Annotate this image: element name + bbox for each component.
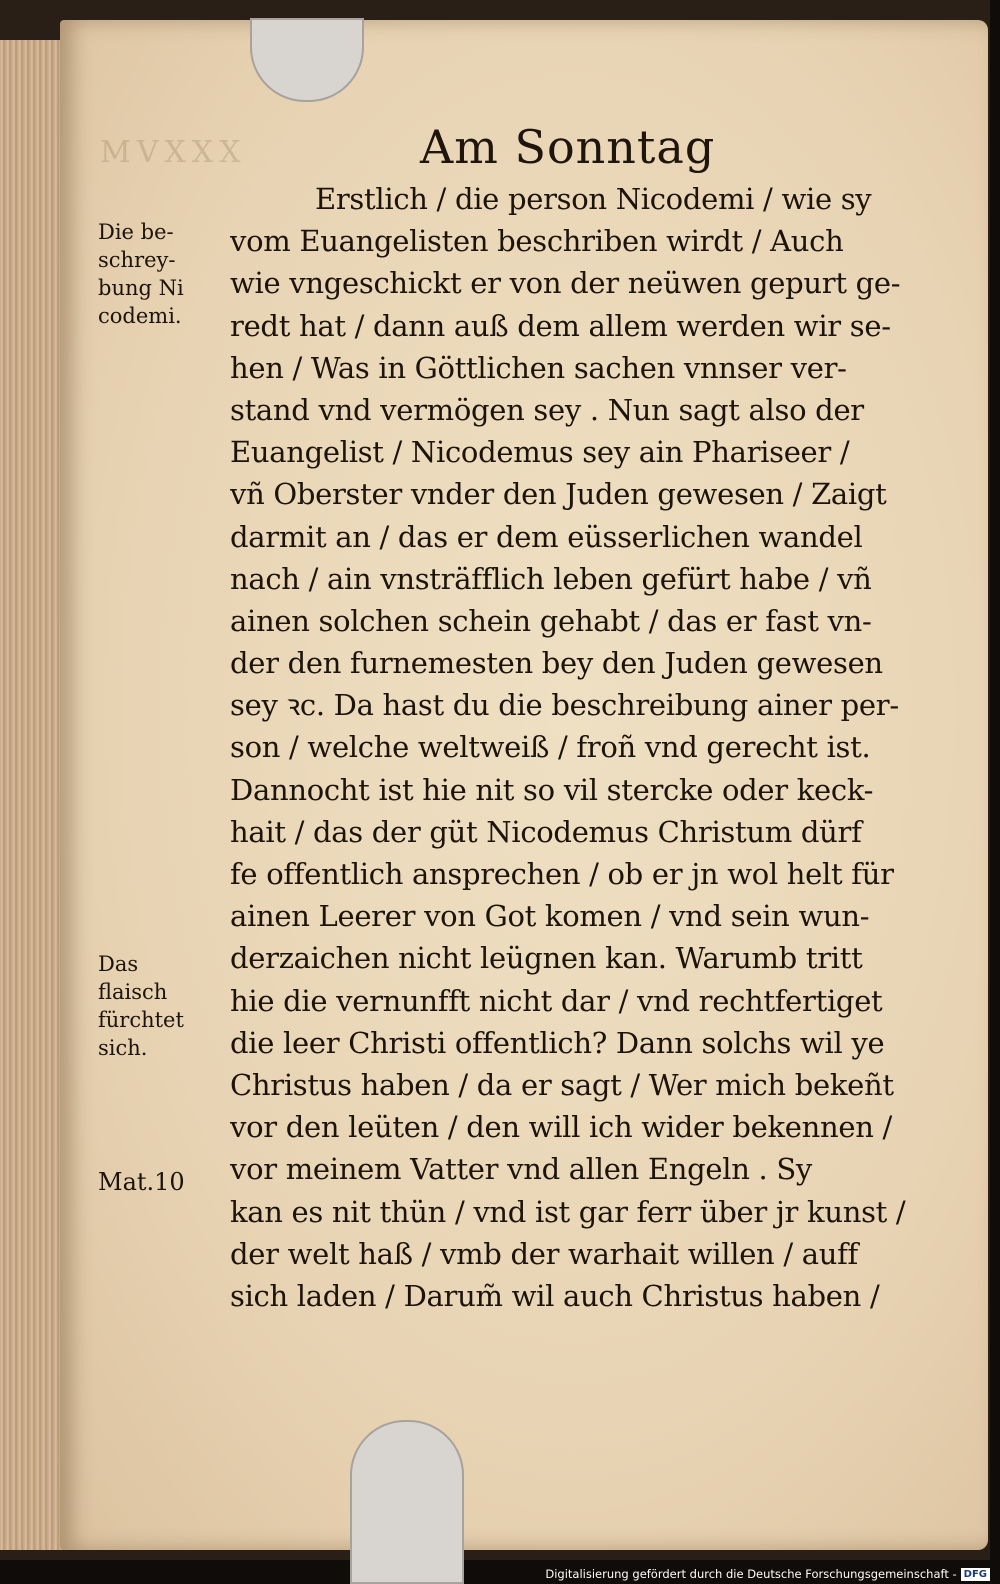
- text-line: vom Euangelisten beschriben wirdt / Auch: [230, 224, 844, 259]
- text-line: ainen Leerer von Got komen / vnd sein wun-: [230, 899, 870, 934]
- text-line: ainen solchen schein gehabt / das er fast vn-: [230, 603, 872, 638]
- text-line: darmit an / das er dem eüsserlichen wandel: [230, 519, 863, 554]
- text-line: Christus haben / da er sagt / Wer mich bekeñt: [230, 1067, 894, 1102]
- text-line: redt hat / dann auß dem allem werden wir se-: [230, 308, 891, 343]
- text-line: vor meinem Vatter vnd allen Engeln . Sy: [230, 1152, 813, 1187]
- margin-note-line: Die be-: [98, 220, 174, 244]
- credit-text: Digitalisierung gefördert durch die Deutsche Forschungsgemeinschaft -: [545, 1567, 957, 1581]
- text-line: sey ꝛc. Da hast du die beschreibung ainer per-: [230, 688, 899, 723]
- text-line: hie die vernunfft nicht dar / vnd rechtfertiget: [230, 983, 883, 1018]
- running-header: Am Sonntag: [420, 120, 716, 174]
- text-line: derzaichen nicht leügnen kan. Warumb tritt: [230, 941, 863, 976]
- margin-note-line: Das: [98, 952, 139, 976]
- text-line: kan es nit thün / vnd ist gar ferr über jr kunst /: [230, 1194, 906, 1229]
- text-line: son / welche weltweiß / froñ vnd gerecht ist.: [230, 730, 871, 765]
- text-line: vñ Oberster vnder den Juden gewesen / Zaigt: [230, 477, 887, 512]
- text-line: hen / Was in Göttlichen sachen vnnser ver-: [230, 350, 847, 385]
- text-line: vor den leüten / den will ich wider bekennen /: [230, 1110, 893, 1145]
- page-clip-top: [250, 18, 364, 102]
- text-line: nach / ain vnsträfflich leben gefürt habe / vñ: [230, 561, 872, 596]
- margin-note-reference: [98, 1168, 238, 1196]
- body-text: [230, 178, 965, 1317]
- margin-note-line: codemi.: [98, 304, 182, 328]
- dfg-logo: DFG: [961, 1568, 990, 1581]
- text-line: die leer Christi offentlich? Dann solchs wil ye: [230, 1025, 885, 1060]
- margin-note-line: sich.: [98, 1036, 148, 1060]
- page-clip-bottom: [350, 1420, 464, 1584]
- text-line: Euangelist / Nicodemus sey ain Phariseer /: [230, 435, 850, 470]
- text-line: hait / das der güt Nicodemus Christum dürf: [230, 814, 862, 849]
- margin-note-line: flaisch: [98, 980, 168, 1004]
- text-line: stand vnd vermögen sey . Nun sagt also der: [230, 392, 864, 427]
- text-line: der welt haß / vmb der warhait willen / auff: [230, 1236, 858, 1271]
- margin-note-flesh: [98, 950, 238, 1062]
- margin-note-line: Mat.10: [98, 1168, 185, 1196]
- text-line: fe offentlich ansprechen / ob er jn wol helt für: [230, 857, 894, 891]
- digitization-credit: [545, 1567, 990, 1581]
- faded-foliation: MVXXX: [100, 135, 247, 170]
- margin-note-description: [98, 218, 238, 330]
- text-line: Erstlich / die person Nicodemi / wie sy: [315, 182, 872, 216]
- page-edges: [0, 40, 64, 1550]
- text-line: sich laden / Darum̃ wil auch Christus haben /: [230, 1278, 880, 1313]
- text-line: wie vngeschickt er von der neüwen gepurt ge-: [230, 266, 901, 301]
- margin-note-line: schrey-: [98, 248, 176, 272]
- text-line: Dannocht ist hie nit so vil stercke oder keck-: [230, 772, 874, 807]
- margin-note-line: fürchtet: [98, 1008, 184, 1032]
- margin-note-line: bung Ni: [98, 276, 184, 300]
- text-line: der den furnemesten bey den Juden gewesen: [230, 646, 883, 681]
